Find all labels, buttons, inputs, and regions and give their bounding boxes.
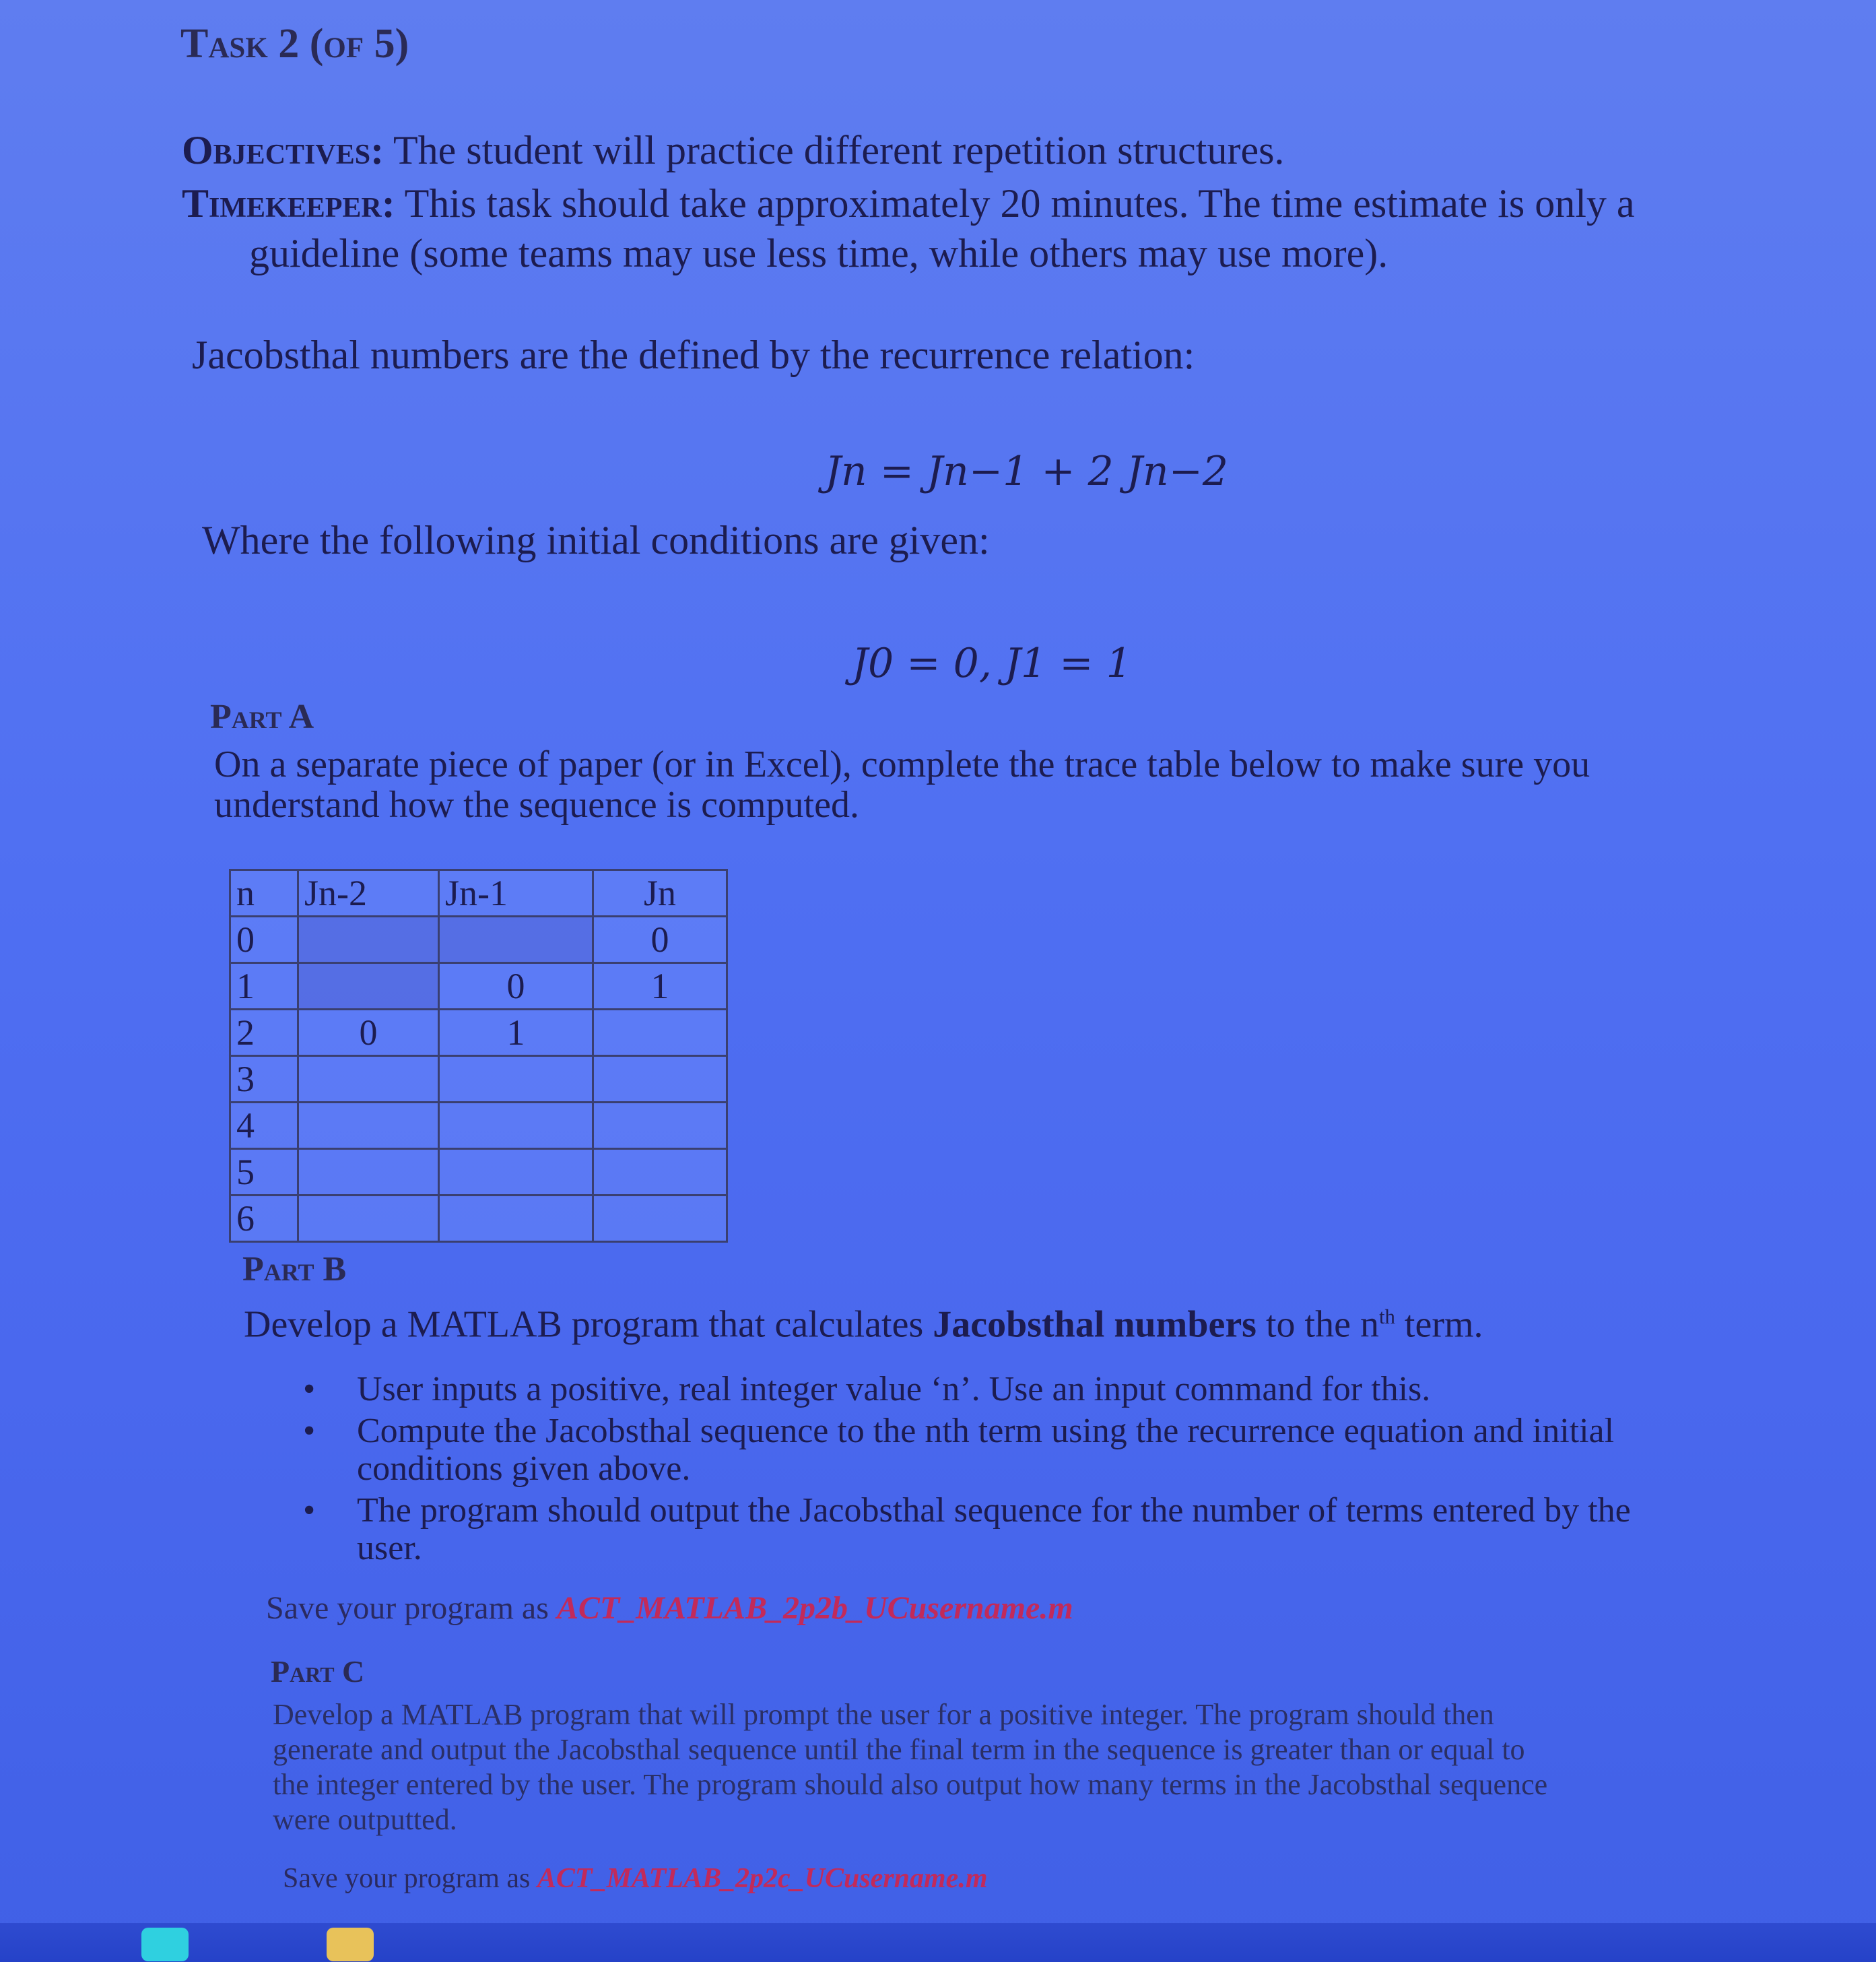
trace-table-header [230, 870, 727, 917]
header-jn-1: Jn-1 [439, 870, 593, 917]
table-row [230, 917, 727, 963]
cell-jn-2 [298, 917, 439, 963]
part-a-text-line-2: understand how the sequence is computed. [214, 784, 859, 826]
list-item: • User inputs a positive, real integer value ‘n’. Use an input command for this. [296, 1371, 1643, 1408]
cell-jn [593, 1056, 727, 1103]
cell-jn-2 [298, 1103, 439, 1149]
part-c-heading: Part C [271, 1654, 365, 1689]
intro-text: Jacobsthal numbers are the defined by the recurrence relation: [192, 333, 1195, 377]
cell-jn-1 [439, 1196, 593, 1242]
part-b-text-sup: th [1378, 1305, 1395, 1328]
cell-jn: 0 [593, 917, 727, 963]
part-b-heading: Part B [242, 1250, 347, 1288]
part-b-text-pre: Develop a MATLAB program that calculates [244, 1303, 933, 1346]
objectives-text: The student will practice different repetition structures. [393, 128, 1285, 172]
list-item: • Compute the Jacobsthal sequence to the nth term using the recurrence equation and initial conditions given above. [296, 1412, 1643, 1488]
cell-jn-1: 0 [439, 963, 593, 1010]
timekeeper-text-2: guideline (some teams may use less time, while others may use more). [249, 231, 1388, 275]
part-b-text [244, 1297, 1725, 1345]
cell-jn-2 [298, 1196, 439, 1242]
cell-jn-1 [439, 917, 593, 963]
part-a-text [214, 744, 1655, 825]
part-a-heading: Part A [210, 698, 314, 736]
table-row [230, 1103, 727, 1149]
task-title: Task 2 (of 5) [180, 21, 409, 67]
header-jn-2: Jn-2 [298, 870, 439, 917]
folder-icon[interactable] [327, 1928, 374, 1961]
header-jn: Jn [593, 870, 727, 917]
cell-jn-2 [298, 1149, 439, 1196]
table-row [230, 1056, 727, 1103]
header-n: n [230, 870, 298, 917]
part-b-text-post: to the n [1256, 1303, 1379, 1346]
part-a-text-line-1: On a separate piece of paper (or in Excel), complete the trace table below to make sure you [214, 744, 1590, 785]
objectives-line [182, 125, 1798, 176]
trace-table [229, 869, 728, 1243]
part-b-bullet-list [296, 1371, 1643, 1571]
part-b-save-prefix: Save your program as [266, 1590, 557, 1626]
cell-jn [593, 1149, 727, 1196]
cell-n: 6 [230, 1196, 298, 1242]
cell-jn-1 [439, 1103, 593, 1149]
recurrence-equation: Jn = Jn−1 + 2 Jn−2 [825, 448, 1229, 495]
taskbar [0, 1923, 1876, 1962]
part-b-save-filename: ACT_MATLAB_2p2b_UCusername.m [556, 1590, 1073, 1626]
timekeeper-text: This task should take approximately 20 minutes. The time estimate is only a [404, 181, 1635, 226]
objectives-label: Objectives: [182, 128, 384, 172]
cell-jn-1 [439, 1056, 593, 1103]
part-b-text-bold: Jacobsthal numbers [933, 1303, 1257, 1346]
table-row [230, 1196, 727, 1242]
part-c-save-prefix: Save your program as [283, 1863, 537, 1894]
cell-n: 1 [230, 963, 298, 1010]
cell-n: 5 [230, 1149, 298, 1196]
cell-jn: 1 [593, 963, 727, 1010]
cell-jn [593, 1196, 727, 1242]
cell-jn-2 [298, 963, 439, 1010]
cell-jn-1: 1 [439, 1010, 593, 1056]
part-c-save-filename: ACT_MATLAB_2p2c_UCusername.m [537, 1863, 988, 1894]
cell-jn [593, 1103, 727, 1149]
part-b-text-end: term. [1395, 1303, 1483, 1346]
part-c-text: Develop a MATLAB program that will prompt the user for a positive integer. The program should then generate and output the Jacobsthal sequence until the final term in the sequence is greater than or equal to the integer entered by the user. The program should also output how many terms in the Jacobsthal sequence were outputted. [273, 1698, 1548, 1836]
cell-jn-2 [298, 1056, 439, 1103]
table-row [230, 963, 727, 1010]
cell-n: 2 [230, 1010, 298, 1056]
where-text: Where the following initial conditions are given: [202, 518, 990, 562]
list-item: • The program should output the Jacobsthal sequence for the number of terms entered by the user. [296, 1492, 1643, 1567]
part-b-save-line [266, 1590, 1073, 1627]
cell-n: 0 [230, 917, 298, 963]
initial-conditions: J0 = 0, J1 = 1 [852, 640, 1132, 687]
cell-n: 3 [230, 1056, 298, 1103]
cell-jn-1 [439, 1149, 593, 1196]
cell-jn-2: 0 [298, 1010, 439, 1056]
app-icon[interactable] [141, 1928, 189, 1961]
table-row [230, 1010, 727, 1056]
timekeeper-line [182, 178, 1811, 278]
table-row [230, 1149, 727, 1196]
cell-jn [593, 1010, 727, 1056]
timekeeper-label: Timekeeper: [182, 181, 395, 226]
cell-n: 4 [230, 1103, 298, 1149]
part-c-save-line [283, 1862, 987, 1895]
